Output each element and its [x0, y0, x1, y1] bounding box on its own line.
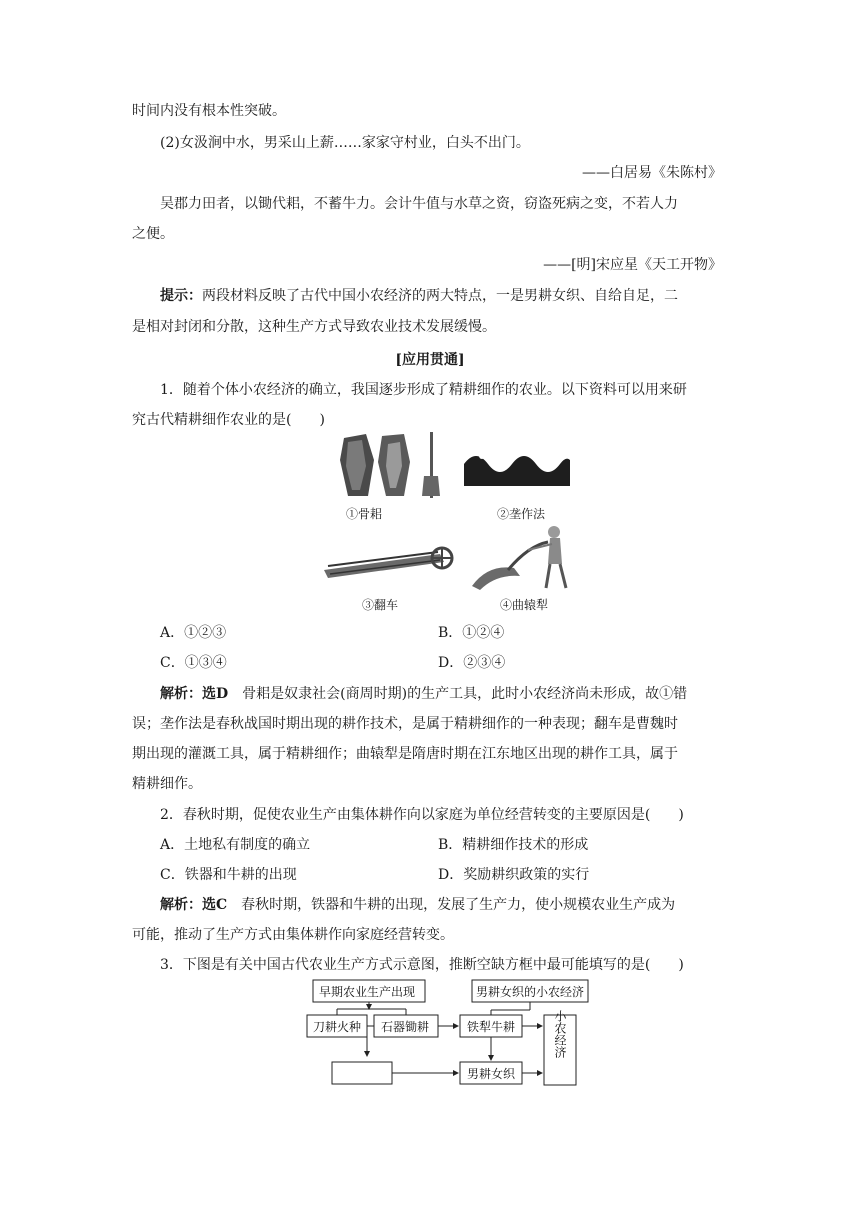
quote-line: 吴郡力田者，以锄代耜，不蓄牛力。会计牛值与水草之资，窃盗死病之变，不若人力: [160, 196, 678, 212]
hint-label: 提示：: [160, 288, 202, 304]
label-xiaonong: 男耕女织的小农经济: [476, 985, 585, 999]
q2-analysis: [160, 895, 675, 915]
quote-line: (2)女汲涧中水，男采山上薪……家家守村业，白头不出门。: [160, 135, 530, 151]
q3-stem: 3．下图是有关中国古代农业生产方式示意图，推断空缺方框中最可能填写的是( ): [160, 957, 684, 973]
q2-stem: 2．春秋时期，促使农业生产由集体耕作向以家庭为单位经营转变的主要原因是( ): [160, 807, 684, 823]
citation: ——[明]宋应星《天工开物》: [543, 257, 722, 273]
quote-line: 之便。: [132, 226, 174, 242]
hint-line: [160, 286, 678, 306]
flow-diagram: [300, 972, 600, 1092]
water-wheel-image: [320, 540, 460, 590]
analysis-label: 解析：选C: [160, 897, 228, 913]
q1-stem: 1．随着个体小农经济的确立，我国逐步形成了精耕细作的农业。以下资料可以用来研: [160, 382, 687, 398]
curved-plow-image: [468, 524, 578, 594]
label-early: 早期农业生产出现: [319, 985, 416, 999]
analysis-line: 精耕细作。: [132, 776, 202, 792]
citation: ——白居易《朱陈村》: [582, 165, 722, 181]
label-iron-ox: 铁犁牛耕: [467, 1020, 516, 1034]
option-a[interactable]: A．①②③: [160, 625, 227, 641]
label-men-farm: 男耕女织: [467, 1067, 516, 1081]
option-d[interactable]: D．奖励耕织政策的实行: [438, 867, 590, 883]
analysis-line: 期出现的灌溉工具，属于精耕细作；曲辕犁是隋唐时期在江东地区出现的耕作工具，属于: [132, 746, 678, 762]
analysis-text: 骨耜是奴隶社会(商周时期)的生产工具，此时小农经济尚未形成，故①错: [228, 686, 688, 702]
option-c[interactable]: C．铁器和牛耕的出现: [160, 867, 297, 883]
figure-caption: ③翻车: [361, 598, 398, 612]
figure-caption: ①骨耜: [345, 507, 382, 521]
option-d[interactable]: D．②③④: [438, 655, 506, 671]
analysis-label: 解析：选D: [160, 686, 229, 702]
text-line: 时间内没有根本性突破。: [132, 103, 286, 119]
section-title: [应用贯通]: [395, 352, 465, 368]
label-small-farm: 小农经济: [553, 1010, 567, 1058]
label-stone-hoe: 石器锄耕: [381, 1020, 430, 1034]
bone-spade-image: [330, 430, 450, 502]
q1-stem: 究古代精耕细作农业的是( ): [132, 412, 325, 428]
q1-analysis: [160, 684, 687, 704]
hint-text: 两段材料反映了古代中国小农经济的两大特点，一是男耕女织、自给自足，二: [202, 288, 678, 304]
option-c[interactable]: C．①③④: [160, 655, 227, 671]
analysis-line: 可能，推动了生产方式由集体耕作向家庭经营转变。: [132, 927, 454, 943]
option-b[interactable]: B．精耕细作技术的形成: [438, 837, 589, 853]
option-b[interactable]: B．①②④: [438, 625, 505, 641]
analysis-line: 误；垄作法是春秋战国时期出现的耕作技术，是属于精耕细作的一种表现；翻车是曹魏时: [132, 716, 678, 732]
figure-caption: ④曲辕犁: [499, 598, 548, 612]
analysis-text: 春秋时期，铁器和牛耕的出现，发展了生产力，使小规模农业生产成为: [227, 897, 676, 913]
ridge-farming-image: [462, 440, 572, 488]
hint-line: 是相对封闭和分散，这种生产方式导致农业技术发展缓慢。: [132, 319, 496, 335]
option-a[interactable]: A．土地私有制度的确立: [160, 837, 311, 853]
label-slash-burn: 刀耕火种: [313, 1020, 362, 1034]
box-blank: [332, 1062, 392, 1084]
figure-caption: ②垄作法: [496, 507, 545, 521]
